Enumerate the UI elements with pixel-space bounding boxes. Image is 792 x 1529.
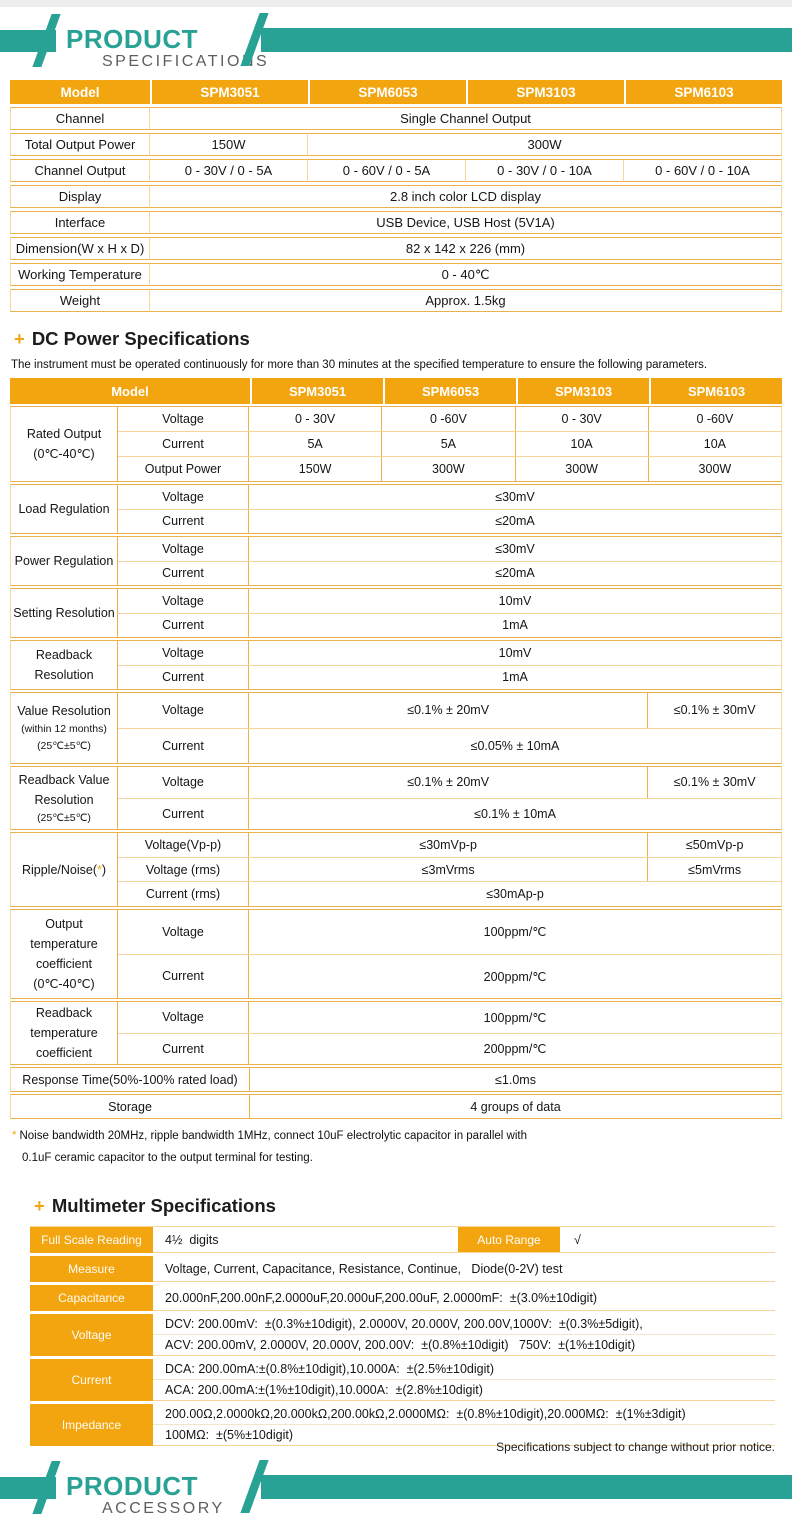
cells bbox=[249, 589, 781, 613]
row-label bbox=[11, 767, 118, 829]
cells bbox=[249, 1034, 781, 1065]
row-label: Full Scale Reading bbox=[30, 1227, 153, 1253]
column-header: Model bbox=[111, 383, 149, 399]
cells bbox=[249, 882, 781, 906]
table-row bbox=[118, 485, 781, 509]
cell: 0 -60V bbox=[648, 407, 781, 431]
column-header: SPM6103 bbox=[624, 80, 782, 104]
cell: ≤0.1% ± 30mV bbox=[647, 767, 781, 798]
cell: 200ppm/℃ bbox=[483, 969, 547, 984]
row-sublabel: Voltage bbox=[118, 641, 249, 665]
table-row bbox=[118, 1033, 781, 1065]
label-line: coefficient bbox=[35, 1046, 93, 1060]
label-part: Ripple/Noise( bbox=[21, 862, 97, 877]
cell: ≤30mV bbox=[495, 489, 535, 504]
column-header: Model bbox=[10, 80, 150, 104]
sub-rows bbox=[118, 641, 781, 689]
row-sublabel: Voltage (rms) bbox=[118, 858, 249, 882]
table-row bbox=[118, 537, 781, 561]
label-line: Resolution bbox=[34, 792, 94, 807]
row-sublabel: Current bbox=[118, 729, 249, 764]
row-sublabel: Output Power bbox=[118, 457, 249, 481]
row-label: Total Output Power bbox=[10, 133, 150, 156]
cell: ≤30mAp-p bbox=[486, 887, 544, 902]
cells bbox=[249, 510, 781, 534]
cells bbox=[249, 457, 781, 481]
cell: 300W bbox=[648, 457, 781, 481]
cells bbox=[249, 955, 781, 999]
column-header: SPM3051 bbox=[150, 80, 308, 104]
row-sublabel: Voltage bbox=[118, 589, 249, 613]
banner-bar bbox=[261, 28, 792, 52]
header-banner bbox=[0, 10, 792, 82]
table-row bbox=[10, 211, 782, 234]
dc-footnote bbox=[12, 1125, 527, 1169]
label-line: Output bbox=[45, 917, 83, 931]
row-label: Impedance bbox=[30, 1404, 153, 1446]
cell: 0 - 60V / 0 - 5A bbox=[308, 159, 466, 182]
dc-group bbox=[10, 909, 782, 999]
cell: 300W bbox=[308, 133, 782, 156]
disclaimer-note: Specifications subject to change without prior notice. bbox=[496, 1440, 775, 1454]
banner-subtitle: SPECIFICATIONS bbox=[102, 53, 270, 70]
cell: 10mV bbox=[498, 593, 532, 608]
plus-icon: + bbox=[34, 1195, 45, 1216]
table-row bbox=[10, 237, 782, 260]
cells bbox=[249, 833, 781, 857]
row-sublabel: Current bbox=[118, 955, 249, 999]
cell: 100ppm/℃ bbox=[483, 925, 547, 940]
banner-subtitle: ACCESSORY bbox=[102, 1500, 225, 1517]
cells bbox=[249, 767, 781, 798]
row-sublabel: Voltage bbox=[118, 910, 249, 954]
row-label: Channel bbox=[10, 107, 150, 130]
cells bbox=[249, 614, 781, 638]
dc-group bbox=[10, 766, 782, 830]
label-line: Readback bbox=[35, 1006, 93, 1020]
cell-line: DCV: 200.00mV: ±(0.3%±10digit), 2.0000V, 20.000V, 200.00V,1000V: ±(0.3%±5digit), bbox=[165, 1317, 643, 1331]
table-row bbox=[118, 767, 781, 798]
table-row bbox=[118, 728, 781, 764]
row-label: Response Time(50%-100% rated load) bbox=[11, 1068, 250, 1091]
cells bbox=[249, 407, 781, 431]
row-label bbox=[11, 693, 118, 763]
cell: 4½ digits bbox=[165, 1232, 219, 1247]
row-label bbox=[11, 407, 118, 481]
table-row bbox=[10, 289, 782, 312]
column-header: SPM3103 bbox=[516, 378, 649, 404]
column-header: SPM6103 bbox=[649, 378, 782, 404]
cell: ≤3mVrms bbox=[421, 862, 475, 877]
footnote-line: 0.1uF ceramic capacitor to the output terminal for testing. bbox=[22, 1152, 313, 1164]
cell bbox=[153, 1285, 775, 1311]
table-row bbox=[118, 641, 781, 665]
label-line: temperature bbox=[30, 1026, 98, 1040]
table-row bbox=[30, 1256, 775, 1282]
cell: 10A bbox=[648, 432, 781, 456]
row-sublabel: Voltage bbox=[118, 1002, 249, 1033]
row-label: Voltage bbox=[30, 1314, 153, 1356]
row-label: Working Temperature bbox=[10, 263, 150, 286]
table-row bbox=[118, 857, 781, 882]
cell: ≤0.1% ± 20mV bbox=[407, 775, 490, 790]
table-row bbox=[118, 431, 781, 456]
dc-group bbox=[10, 1001, 782, 1065]
cells bbox=[249, 432, 781, 456]
table-row bbox=[118, 954, 781, 999]
table-row bbox=[118, 509, 781, 534]
row-label bbox=[11, 1002, 118, 1064]
overview-table bbox=[10, 77, 782, 315]
cells bbox=[249, 537, 781, 561]
cell: Approx. 1.5kg bbox=[150, 289, 782, 312]
row-sublabel: Voltage bbox=[118, 407, 249, 431]
cells bbox=[249, 693, 781, 728]
dc-group bbox=[10, 692, 782, 764]
table-row bbox=[118, 881, 781, 906]
row-label: Dimension(W x H x D) bbox=[10, 237, 150, 260]
cell: ≤0.1% ± 10mA bbox=[474, 806, 556, 821]
table-row bbox=[118, 407, 781, 431]
cell: ≤0.05% ± 10mA bbox=[470, 738, 560, 753]
column-header: SPM3051 bbox=[250, 378, 383, 404]
dc-spec-table bbox=[10, 378, 782, 1119]
cell: ≤50mVp-p bbox=[647, 833, 781, 857]
row-label: Channel Output bbox=[10, 159, 150, 182]
row-sublabel: Voltage bbox=[118, 693, 249, 728]
cells bbox=[249, 562, 781, 586]
cells bbox=[249, 641, 781, 665]
cell bbox=[153, 1256, 775, 1282]
label-line: (0℃-40℃) bbox=[33, 977, 95, 991]
row-label: Auto Range bbox=[458, 1227, 560, 1252]
cell: 10A bbox=[515, 432, 648, 456]
cell: 0 -60V bbox=[381, 407, 514, 431]
cell bbox=[153, 1314, 775, 1356]
table-row bbox=[30, 1227, 775, 1253]
row-label: Display bbox=[10, 185, 150, 208]
section-title-text: DC Power Specifications bbox=[31, 328, 250, 349]
row-sublabel: Voltage bbox=[118, 537, 249, 561]
sub-rows bbox=[118, 1002, 781, 1064]
cells bbox=[249, 910, 781, 954]
asterisk-icon: * bbox=[12, 1130, 17, 1142]
label-line: Power Regulation bbox=[14, 554, 114, 568]
row-label bbox=[11, 641, 118, 689]
cells bbox=[249, 799, 781, 830]
overview-table-wrap bbox=[10, 77, 782, 315]
cell: ≤30mV bbox=[495, 541, 535, 556]
cells bbox=[249, 858, 781, 882]
cell: ≤20mA bbox=[495, 514, 535, 529]
row-sublabel: Current bbox=[118, 666, 249, 690]
section-title-text: Multimeter Specifications bbox=[51, 1195, 276, 1216]
cell: 10mV bbox=[498, 645, 532, 660]
table-row bbox=[30, 1314, 775, 1356]
banner-title: PRODUCT bbox=[66, 24, 199, 54]
table-row bbox=[118, 1002, 781, 1033]
cell: 0 - 30V / 0 - 5A bbox=[150, 159, 308, 182]
row-label bbox=[11, 833, 118, 906]
label-line: (25℃±5℃) bbox=[37, 740, 91, 752]
sub-rows bbox=[118, 693, 781, 763]
cell: 150W bbox=[298, 462, 332, 476]
cell: 0 - 60V / 0 - 10A bbox=[624, 159, 782, 182]
cell bbox=[153, 1359, 775, 1401]
cell: 5A bbox=[381, 432, 514, 456]
cell: ≤20mA bbox=[495, 566, 535, 581]
table-row bbox=[10, 159, 782, 182]
banner-title: PRODUCT bbox=[66, 1471, 199, 1501]
sub-rows bbox=[118, 833, 781, 906]
dc-section-note: The instrument must be operated continuously for more than 30 minutes at the specified temperature to ensure the following parameters. bbox=[11, 359, 708, 371]
dc-section-title bbox=[14, 328, 250, 350]
cell: 0 - 30V / 0 - 10A bbox=[466, 159, 624, 182]
cell: ≤30mVp-p bbox=[419, 837, 477, 852]
cell: 4 groups of data bbox=[470, 1099, 561, 1114]
label-line: Readback bbox=[35, 648, 93, 662]
cell-line: 200.00Ω,2.0000kΩ,20.000kΩ,200.00kΩ,2.0000MΩ: ±(0.8%±10digit),20.000MΩ: ±(1%±3digit) bbox=[165, 1407, 686, 1421]
row-label bbox=[11, 910, 118, 998]
label-line: (25℃±5℃) bbox=[37, 811, 91, 824]
label-line: temperature bbox=[30, 937, 98, 951]
sub-rows bbox=[118, 910, 781, 998]
cells bbox=[249, 1002, 781, 1033]
table-row bbox=[118, 665, 781, 690]
table-row bbox=[118, 456, 781, 481]
cells bbox=[249, 729, 781, 764]
label-line: (0℃-40℃) bbox=[33, 447, 95, 461]
footnote-line: Noise bandwidth 20MHz, ripple bandwidth 1MHz, connect 10uF electrolytic capacitor in parallel with bbox=[19, 1130, 528, 1142]
table-row bbox=[118, 561, 781, 586]
dc-table-header bbox=[10, 378, 782, 404]
dc-group bbox=[10, 536, 782, 586]
page-edge-strip bbox=[0, 0, 792, 7]
cell: 0 - 30V bbox=[515, 407, 648, 431]
mm-section-title bbox=[34, 1195, 276, 1217]
table-row bbox=[118, 693, 781, 728]
cell-line: DCA: 200.00mA:±(0.8%±10digit),10.000A: ±(2.5%±10digit) bbox=[165, 1362, 494, 1376]
row-sublabel: Voltage bbox=[118, 767, 249, 798]
table-row bbox=[118, 833, 781, 857]
row-label: Measure bbox=[30, 1256, 153, 1282]
table-row bbox=[10, 1094, 782, 1119]
row-label: Interface bbox=[10, 211, 150, 234]
cell: 100ppm/℃ bbox=[483, 1010, 547, 1025]
table-row bbox=[10, 133, 782, 156]
cell: ≤0.1% ± 30mV bbox=[647, 693, 781, 728]
label-line: Readback Value bbox=[18, 772, 110, 787]
row-label: Storage bbox=[11, 1095, 250, 1118]
row-sublabel: Current bbox=[118, 799, 249, 830]
table-row bbox=[10, 185, 782, 208]
row-label: Current bbox=[30, 1359, 153, 1401]
dc-group bbox=[10, 484, 782, 534]
table-row bbox=[10, 107, 782, 130]
cell: 2.8 inch color LCD display bbox=[150, 185, 782, 208]
column-header: SPM6053 bbox=[308, 80, 466, 104]
cell: 0 - 30V bbox=[294, 412, 336, 426]
cell-line: ACV: 200.00mV, 2.0000V, 20.000V, 200.00V: ±(0.8%±10digit) 750V: ±(1%±10digit) bbox=[153, 1334, 775, 1355]
banner-bar bbox=[261, 1475, 792, 1499]
table-row bbox=[118, 589, 781, 613]
sub-rows bbox=[118, 589, 781, 637]
cell: 200ppm/℃ bbox=[483, 1042, 547, 1057]
plus-icon: + bbox=[14, 328, 25, 349]
sub-rows bbox=[118, 537, 781, 585]
cell-line: Voltage, Current, Capacitance, Resistance, Continue, Diode(0-2V) test bbox=[165, 1261, 563, 1276]
dc-group bbox=[10, 588, 782, 638]
cell: 300W bbox=[381, 457, 514, 481]
row-label bbox=[11, 485, 118, 533]
label-line: Load Regulation bbox=[18, 502, 110, 516]
table-row bbox=[10, 263, 782, 286]
label-line: Resolution bbox=[34, 668, 94, 682]
table-row bbox=[118, 613, 781, 638]
cell: 1mA bbox=[502, 618, 528, 633]
cell bbox=[153, 1227, 775, 1253]
cell: 150W bbox=[150, 133, 308, 156]
table-row bbox=[30, 1285, 775, 1311]
cell: Single Channel Output bbox=[150, 107, 782, 130]
label-line: Value Resolution bbox=[17, 704, 111, 718]
sub-rows bbox=[118, 485, 781, 533]
cell: 82 x 142 x 226 (mm) bbox=[150, 237, 782, 260]
dc-group bbox=[10, 640, 782, 690]
cell: 1mA bbox=[502, 670, 528, 685]
dc-group bbox=[10, 832, 782, 907]
row-sublabel: Voltage(Vp-p) bbox=[118, 833, 249, 857]
row-sublabel: Voltage bbox=[118, 485, 249, 509]
row-label bbox=[11, 589, 118, 637]
table-row bbox=[118, 910, 781, 954]
table-row bbox=[118, 798, 781, 830]
row-sublabel: Current bbox=[118, 1034, 249, 1065]
row-sublabel: Current bbox=[118, 562, 249, 586]
row-label: Weight bbox=[10, 289, 150, 312]
cell-line: 100MΩ: ±(5%±10digit) bbox=[153, 1424, 775, 1445]
label-line: coefficient bbox=[35, 957, 93, 971]
footer-banner bbox=[0, 1457, 792, 1529]
label-line bbox=[22, 860, 106, 880]
sub-rows bbox=[118, 767, 781, 829]
cells bbox=[249, 666, 781, 690]
table-row bbox=[10, 1067, 782, 1092]
cell-line: 20.000nF,200.00nF,2.0000uF,20.000uF,200.00uF, 2.0000mF: ±(3.0%±10digit) bbox=[165, 1290, 598, 1305]
dc-group bbox=[10, 406, 782, 482]
label-line: Rated Output bbox=[26, 427, 102, 441]
cell: ≤5mVrms bbox=[647, 858, 781, 882]
row-label: Capacitance bbox=[30, 1285, 153, 1311]
cell: 300W bbox=[515, 457, 648, 481]
column-header: SPM6053 bbox=[383, 378, 516, 404]
row-sublabel: Current bbox=[118, 432, 249, 456]
cell-line: ACA: 200.00mA:±(1%±10digit),10.000A: ±(2.8%±10digit) bbox=[153, 1379, 775, 1400]
cell: USB Device, USB Host (5V1A) bbox=[150, 211, 782, 234]
column-header: SPM3103 bbox=[466, 80, 624, 104]
table-row bbox=[30, 1359, 775, 1401]
label-line: Setting Resolution bbox=[13, 606, 115, 620]
label-line: (within 12 months) bbox=[21, 723, 107, 735]
row-sublabel: Current bbox=[118, 614, 249, 638]
cell: ≤0.1% ± 20mV bbox=[407, 703, 490, 718]
row-sublabel: Current (rms) bbox=[118, 882, 249, 906]
cell: 0 - 40℃ bbox=[150, 263, 782, 286]
multimeter-spec-table bbox=[30, 1226, 775, 1446]
cell: ≤1.0ms bbox=[495, 1072, 536, 1087]
label-part: ) bbox=[101, 862, 107, 877]
cells bbox=[249, 485, 781, 509]
asterisk-icon: * bbox=[96, 862, 102, 877]
sub-rows bbox=[118, 407, 781, 481]
checkmark-cell: √ bbox=[574, 1232, 581, 1247]
cell: 5A bbox=[307, 437, 323, 451]
row-label bbox=[11, 537, 118, 585]
table-header-row bbox=[10, 80, 782, 104]
row-sublabel: Current bbox=[118, 510, 249, 534]
